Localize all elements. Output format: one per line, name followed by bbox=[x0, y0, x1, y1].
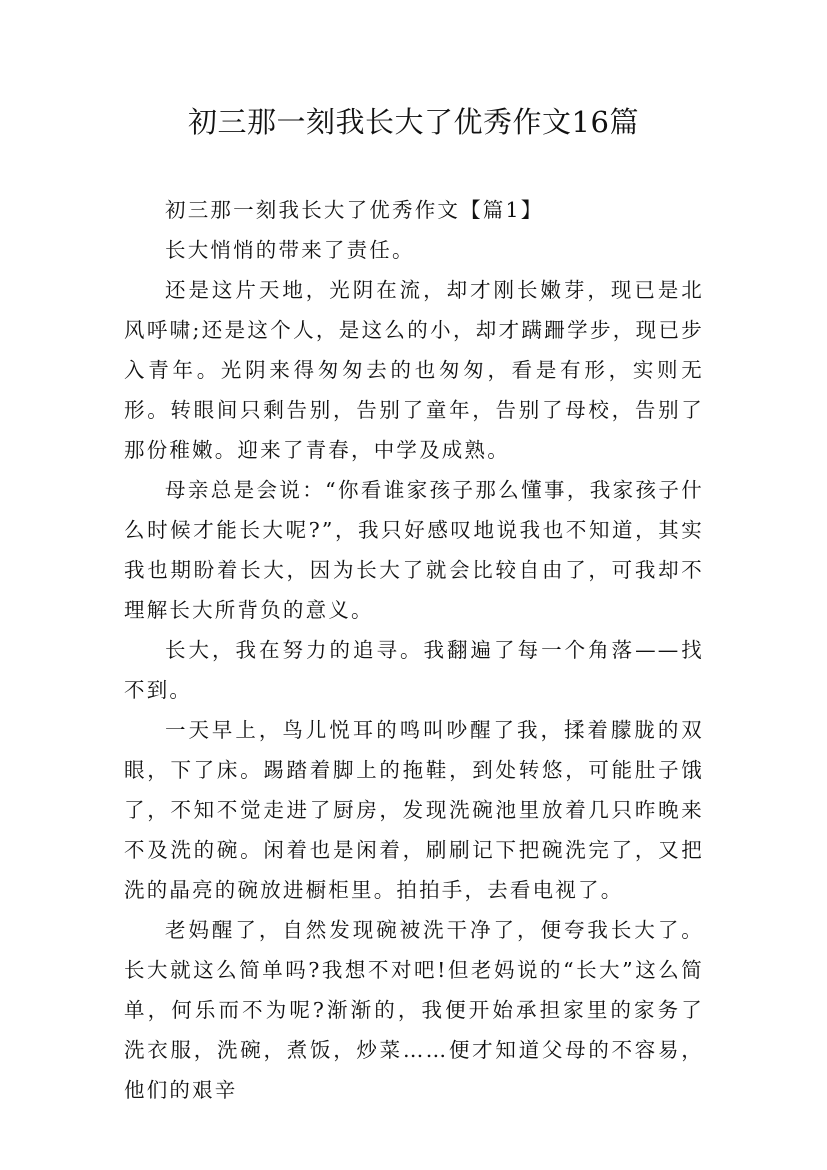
paragraph: 母亲总是会说：“你看谁家孩子那么懂事，我家孩子什么时候才能长大呢?”，我只好感叹地说我也不知道，其实我也期盼着长大，因为长大了就会比较自由了，可我却不理解长大所背负的意义。 bbox=[124, 478, 704, 622]
document-body bbox=[124, 190, 704, 1110]
paragraph: 一天早上，鸟儿悦耳的鸣叫吵醒了我，揉着朦胧的双眼，下了床。踢踏着脚上的拖鞋，到处转悠，可能肚子饿了，不知不觉走进了厨房，发现洗碗池里放着几只昨晚来不及洗的碗。闲着也是闲着，刷刷记下把碗洗完了，又把洗的晶亮的碗放进橱柜里。拍拍手，去看电视了。 bbox=[124, 718, 704, 902]
paragraph: 长大，我在努力的追寻。我翻遍了每一个角落——找不到。 bbox=[124, 638, 704, 702]
document-title: 初三那一刻我长大了优秀作文16篇 bbox=[188, 105, 639, 139]
article-heading: 初三那一刻我长大了优秀作文【篇1】 bbox=[165, 198, 544, 222]
paragraph: 老妈醒了，自然发现碗被洗干净了，便夸我长大了。长大就这么简单吗?我想不对吧!但老妈说的“长大”这么简单，何乐而不为呢?渐渐的，我便开始承担家里的家务了洗衣服，洗碗，煮饭，炒菜……便才知道父母的不容易，他们的艰辛 bbox=[124, 918, 704, 1102]
paragraph: 长大悄悄的带来了责任。 bbox=[165, 238, 415, 262]
paragraph: 还是这片天地，光阴在流，却才刚长嫩芽，现已是北风呼啸;还是这个人，是这么的小，却才蹒跚学步，现已步入青年。光阴来得匆匆去的也匆匆，看是有形，实则无形。转眼间只剩告别，告别了童年，告别了母校，告别了那份稚嫩。迎来了青春，中学及成熟。 bbox=[124, 278, 704, 462]
